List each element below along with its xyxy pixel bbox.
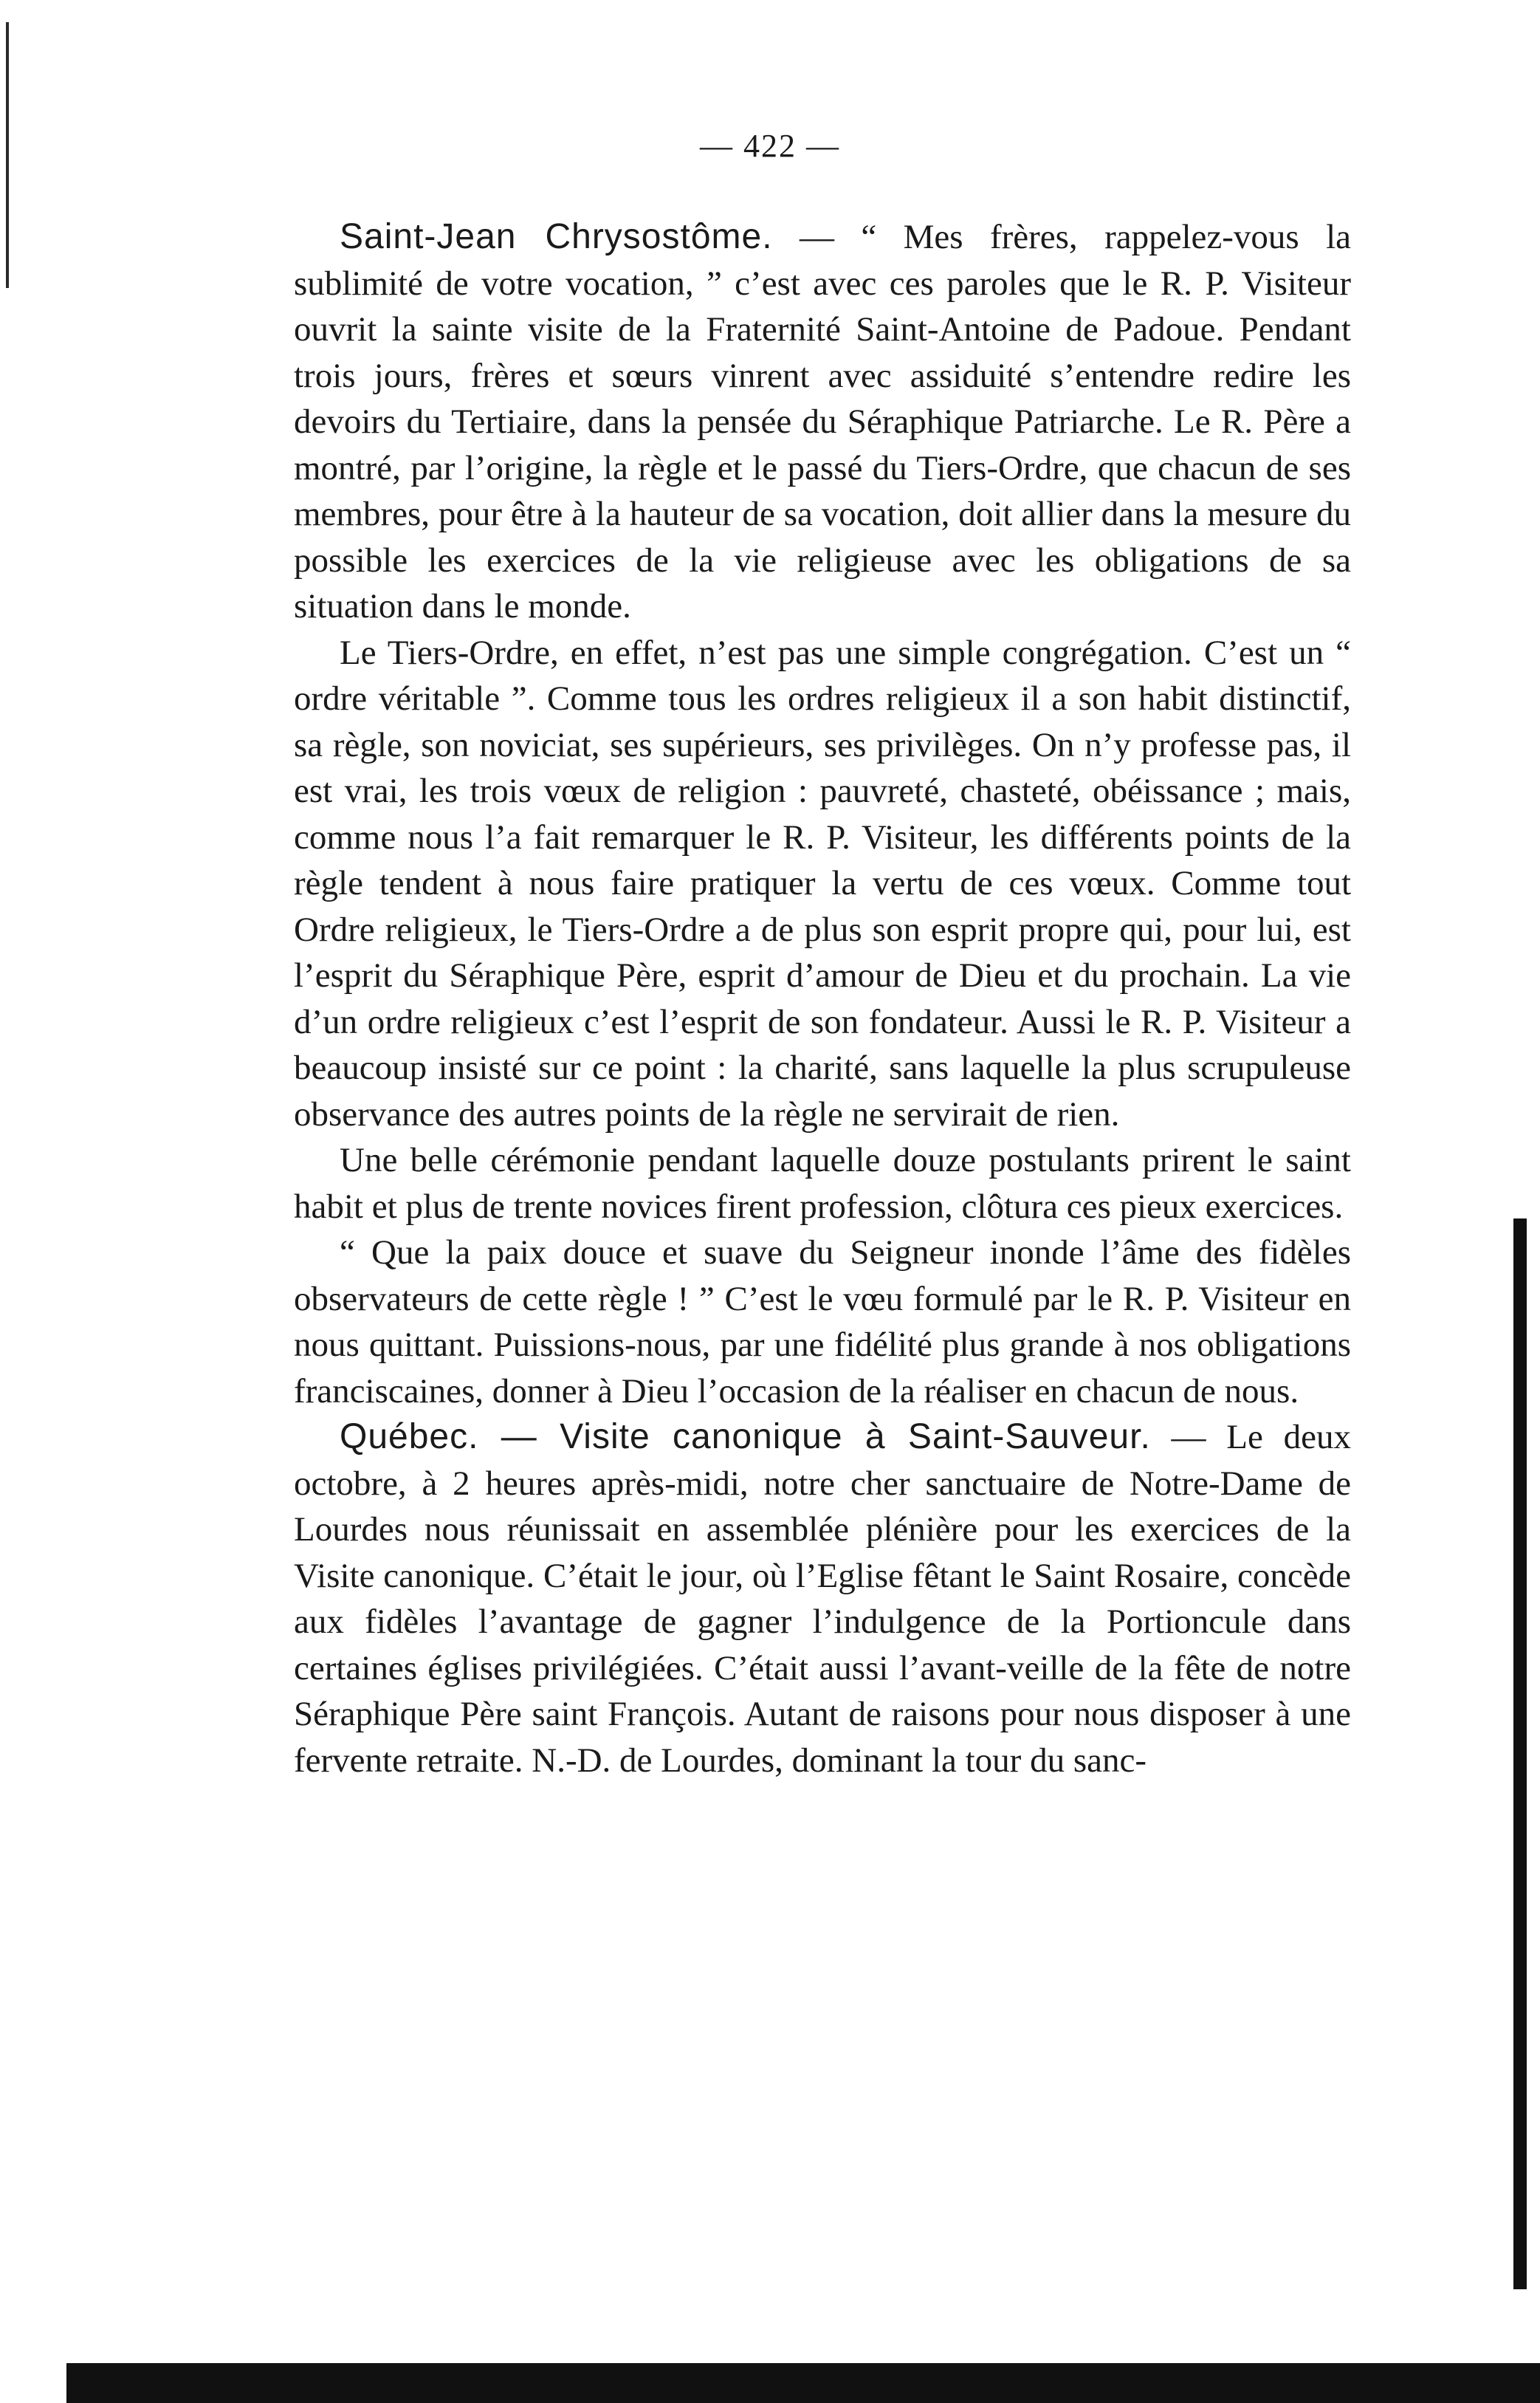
paragraph: Le Tiers-Ordre, en effet, n’est pas une simple congrégation. C’est un “ ordre véritable ”. Comme tous les ordres religieux il a son habit distinctif, sa règle, son noviciat, ses supérieurs, ses privilèges. On n’y professe pas, il est vrai, les trois vœux de religion : pauvreté, chasteté, obéissance ; mais, comme nous l’a fait remarquer le R. P. Visiteur, les différents points de la règle tendent à nous faire pratiquer la vertu de ces vœux. Comme tout Ordre religieux, le Tiers-Ordre a de plus son esprit propre qui, pour lui, est l’esprit du Séraphique Père, esprit d’amour de Dieu et du prochain. La vie d’un ordre religieux c’est l’esprit de son fondateur. Aussi le R. P. Visiteur a beaucoup insisté sur ce point : la charité, sans laquelle la plus scrupuleuse observance des autres points de la règle ne servirait de rien. — [294, 633, 1351, 1134]
paragraph: “ Que la paix douce et suave du Seigneur inonde l’âme des fidèles observateurs de cette règle ! ” C’est le vœu formulé par le R. P. Visiteur en nous quittant. Puissions-nous, par une fidélité plus grande à nos obligations franciscaines, donner à Dieu l’occasion de la réaliser en chacun de nous. — [294, 1233, 1351, 1410]
paragraph-text: — “ Mes frères, rappelez-vous la sublimité de votre vocation, ” c’est avec ces paroles que le R. P. Visiteur ouvrit la sainte visite de la Fraternité Saint-Antoine de Padoue. Pendant trois jours, frères et sœurs vinrent avec assiduité s’entendre redire les devoirs du Tertiaire, dans la pensée du Séraphique Patriarche. Le R. Père a montré, par l’origine, la règle et le passé du Tiers-Ordre, que chacun de ses membres, pour être à la hauteur de sa vocation, doit allier dans la mesure du possible les exercices de la vie religieuse avec les obligations de sa situation dans le monde. — [294, 218, 1351, 625]
page-body — [294, 214, 1351, 1783]
paragraph-intro — [294, 214, 1351, 630]
bottom-edge-shadow — [66, 2363, 1540, 2403]
section-heading-quebec: Québec. — Visite canonique à Saint-Sauveur. — [340, 1417, 1151, 1456]
right-edge-shadow — [1513, 1218, 1527, 2289]
section-heading-saint-jean: Saint-Jean Chrysostôme. — [340, 217, 773, 256]
page-number: — 422 — — [700, 128, 840, 164]
paragraph-quebec — [294, 1414, 1351, 1783]
paragraph-text: — Le deux octobre, à 2 heures après-midi, notre cher sanctuaire de Notre-Dame de Lourdes nous réunissait en assemblée plénière pour les exercices de la Visite canonique. C’était le jour, où l’Eglise fêtant le Saint Rosaire, concède aux fidèles l’avantage de gagner l’indulgence de la Portioncule dans certaines églises privilégiées. C’était aussi l’avant-veille de la fête de notre Séraphique Père saint François. Autant de raisons pour nous disposer à une fervente retraite. N.-D. de Lourdes, dominant la tour du sanc- — [294, 1418, 1351, 1780]
paragraph: Une belle cérémonie pendant laquelle douze postulants prirent le saint habit et plus de trente novices firent profession, clôtura ces pieux exercices. — [294, 1141, 1351, 1226]
